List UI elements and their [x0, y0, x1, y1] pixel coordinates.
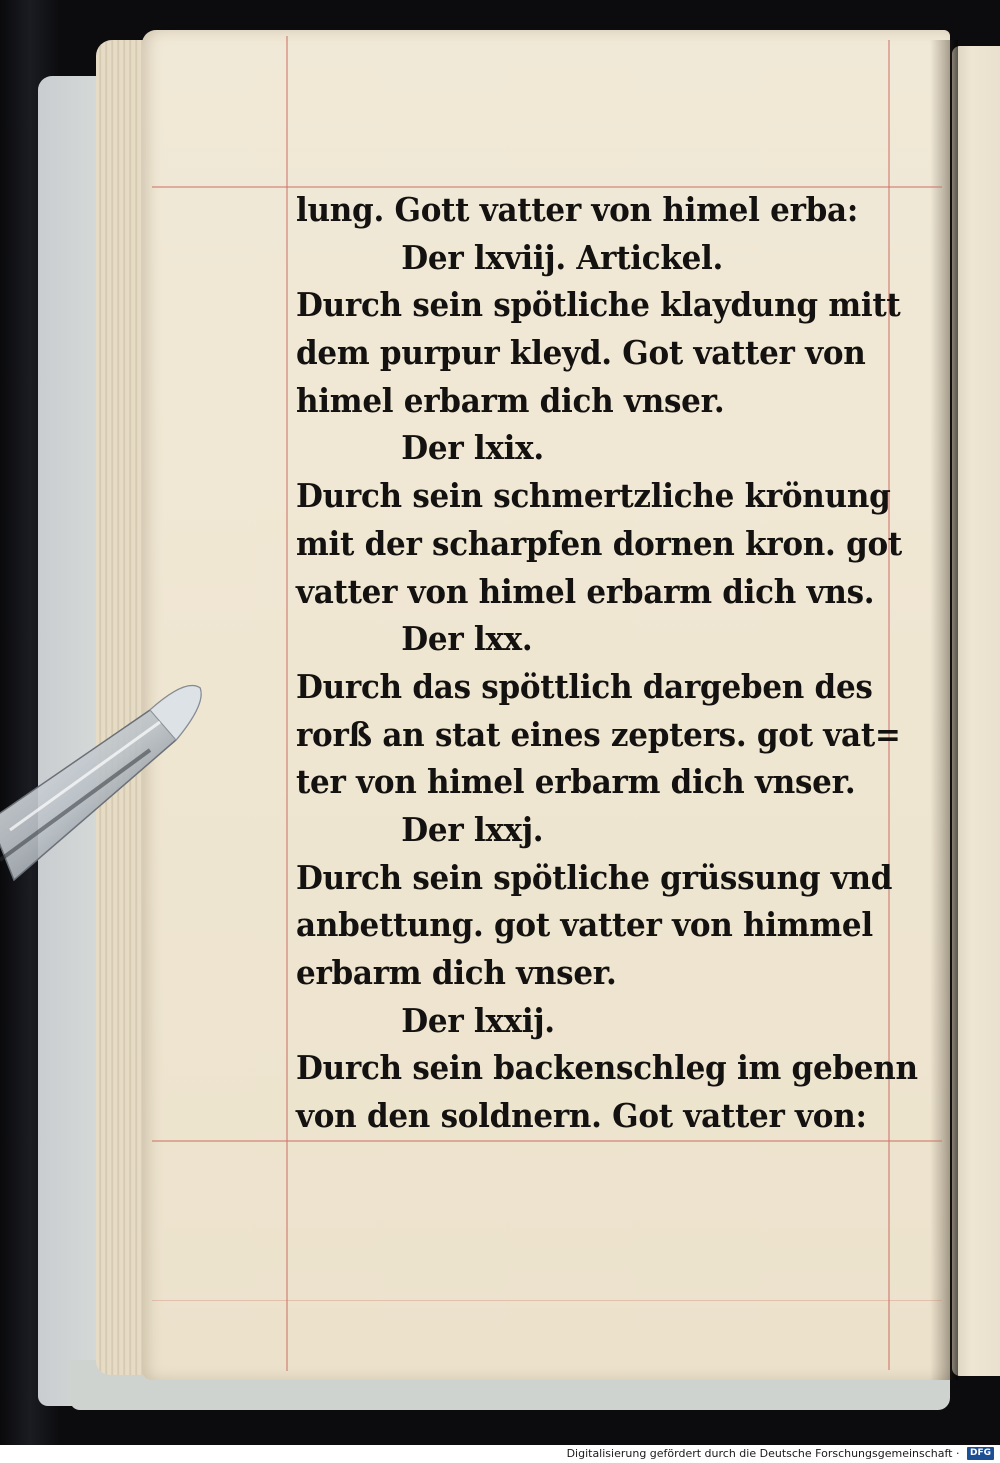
text-line: Durch sein backenschleg im gebenn [296, 1048, 918, 1088]
text-line: von den soldnern. Got vatter von: [296, 1096, 867, 1136]
article-heading: Der lxxj. [401, 809, 544, 849]
text-line: Durch sein spötliche grüssung vnd [296, 857, 893, 897]
text-line: dem purpur kleyd. Got vatter von [296, 333, 866, 373]
text-line: lung. Gott vatter von himel erba: [296, 190, 859, 229]
text-line: vatter von himel erbarm dich vns. [296, 571, 875, 611]
footer-bar [0, 1445, 1000, 1463]
footer-credit: Digitalisierung gefördert durch die Deutsche Forschungsgemeinschaft · [566, 1447, 960, 1460]
ruled-line-left [286, 36, 288, 1371]
article-heading: Der lxxij. [401, 1000, 555, 1040]
text-line: mit der scharpfen dornen kron. got [296, 523, 902, 563]
text-line: ter von himel erbarm dich vnser. [296, 762, 856, 802]
gutter-shadow [930, 40, 958, 1380]
text-line: rorß an stat eines zepters. got vat= [296, 714, 901, 754]
ruled-line-bottom [152, 1140, 942, 1142]
page-text [296, 186, 918, 1140]
pen-pointer-icon [0, 670, 220, 900]
text-line: Durch sein spötliche klaydung mitt [296, 285, 901, 325]
article-heading: Der lxix. [401, 428, 544, 468]
text-line: erbarm dich vnser. [296, 953, 617, 992]
article-heading: Der lxx. [401, 619, 533, 659]
dfg-logo: DFG [967, 1447, 994, 1460]
facing-page [952, 46, 1000, 1376]
ruled-line-foot [152, 1300, 942, 1301]
text-line: Durch sein schmertzliche krönung [296, 476, 891, 516]
text-line: Durch das spöttlich dargeben des [296, 666, 873, 706]
article-heading: Der lxviij. Artickel. [401, 237, 724, 277]
text-line: himel erbarm dich vnser. [296, 380, 725, 420]
text-line: anbettung. got vatter von himmel [296, 905, 873, 945]
